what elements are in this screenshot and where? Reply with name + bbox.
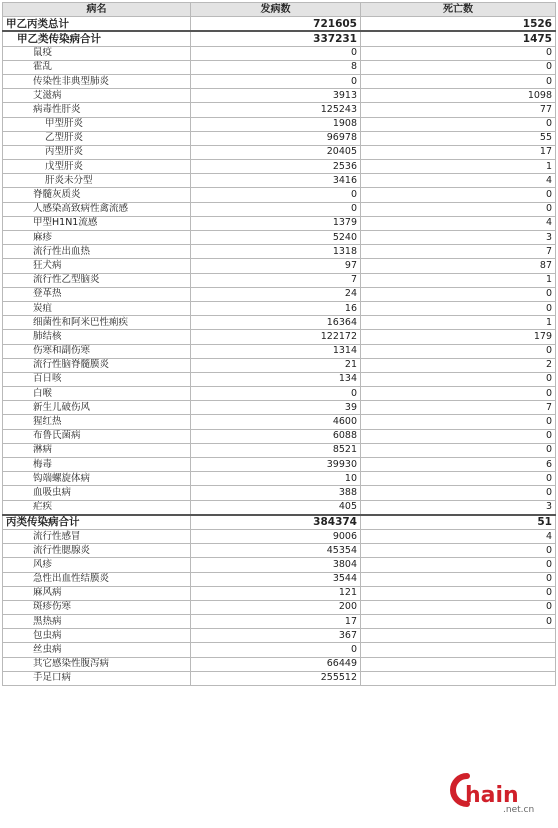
death-count: 1 (361, 160, 556, 174)
disease-name: 手足口病 (3, 671, 191, 685)
table-row (3, 443, 556, 457)
table-row (3, 160, 556, 174)
table-row (3, 316, 556, 330)
case-count: 6088 (191, 429, 361, 443)
disease-name: 流行性脑脊髓膜炎 (3, 358, 191, 372)
death-count: 0 (361, 74, 556, 88)
table-row (3, 74, 556, 88)
table-row (3, 174, 556, 188)
case-count: 16 (191, 301, 361, 315)
table-row (3, 46, 556, 60)
chain-logo (437, 764, 549, 818)
table-header-row (3, 3, 556, 17)
table-row (3, 358, 556, 372)
case-count: 0 (191, 74, 361, 88)
death-count: 1098 (361, 89, 556, 103)
bing-total-name: 丙类传染病合计 (3, 515, 191, 530)
table-row (3, 544, 556, 558)
table-row (3, 600, 556, 614)
disease-name: 艾滋病 (3, 89, 191, 103)
case-count: 17 (191, 615, 361, 629)
table-row (3, 202, 556, 216)
table-row (3, 60, 556, 74)
disease-name: 炭疽 (3, 301, 191, 315)
case-count: 0 (191, 202, 361, 216)
table-row (3, 273, 556, 287)
case-count: 122172 (191, 330, 361, 344)
disease-name: 细菌性和阿米巴性痢疾 (3, 316, 191, 330)
header-deaths: 死亡数 (361, 3, 556, 17)
death-count: 55 (361, 131, 556, 145)
case-count: 39930 (191, 458, 361, 472)
case-count: 0 (191, 46, 361, 60)
jia-yi-total-cases: 337231 (191, 31, 361, 46)
death-count: 0 (361, 486, 556, 500)
death-count: 0 (361, 472, 556, 486)
disease-name: 鼠疫 (3, 46, 191, 60)
jia-yi-total-name: 甲乙类传染病合计 (3, 31, 191, 46)
death-count: 0 (361, 301, 556, 315)
case-count: 1379 (191, 216, 361, 230)
death-count: 1 (361, 316, 556, 330)
table-row (3, 259, 556, 273)
case-count: 8 (191, 60, 361, 74)
disease-statistics-table (2, 2, 556, 686)
death-count: 0 (361, 344, 556, 358)
case-count: 121 (191, 586, 361, 600)
death-count: 0 (361, 586, 556, 600)
case-count: 7 (191, 273, 361, 287)
case-count: 1314 (191, 344, 361, 358)
case-count: 16364 (191, 316, 361, 330)
table-row (3, 558, 556, 572)
case-count: 20405 (191, 145, 361, 159)
case-count: 3544 (191, 572, 361, 586)
table-row (3, 429, 556, 443)
disease-name: 肝炎未分型 (3, 174, 191, 188)
death-count: 0 (361, 429, 556, 443)
bing-total-cases: 384374 (191, 515, 361, 530)
disease-name: 其它感染性腹泻病 (3, 657, 191, 671)
case-count: 0 (191, 643, 361, 657)
death-count: 0 (361, 443, 556, 457)
death-count: 7 (361, 401, 556, 415)
table-row (3, 486, 556, 500)
case-count: 97 (191, 259, 361, 273)
disease-name: 流行性出血热 (3, 245, 191, 259)
table-row (3, 643, 556, 657)
death-count: 1 (361, 273, 556, 287)
case-count: 5240 (191, 231, 361, 245)
table-row (3, 387, 556, 401)
table-row (3, 415, 556, 429)
case-count: 0 (191, 387, 361, 401)
death-count (361, 657, 556, 671)
death-count: 0 (361, 600, 556, 614)
table-row (3, 117, 556, 131)
death-count: 3 (361, 231, 556, 245)
table-row (3, 615, 556, 629)
table-row (3, 472, 556, 486)
table-row (3, 287, 556, 301)
case-count: 3913 (191, 89, 361, 103)
case-count: 1908 (191, 117, 361, 131)
grand-total-deaths: 1526 (361, 17, 556, 32)
table-row (3, 586, 556, 600)
table-row (3, 301, 556, 315)
jia-yi-total-deaths: 1475 (361, 31, 556, 46)
disease-name: 百日咳 (3, 372, 191, 386)
death-count: 0 (361, 572, 556, 586)
table-row (3, 572, 556, 586)
disease-name: 传染性非典型肺炎 (3, 74, 191, 88)
death-count: 2 (361, 358, 556, 372)
case-count: 1318 (191, 245, 361, 259)
case-count: 96978 (191, 131, 361, 145)
death-count: 4 (361, 174, 556, 188)
header-disease-name: 病名 (3, 3, 191, 17)
table-row (3, 458, 556, 472)
table-row (3, 629, 556, 643)
case-count: 134 (191, 372, 361, 386)
case-count: 255512 (191, 671, 361, 685)
disease-name: 梅毒 (3, 458, 191, 472)
disease-name: 白喉 (3, 387, 191, 401)
disease-name: 肺结核 (3, 330, 191, 344)
death-count: 0 (361, 60, 556, 74)
case-count: 2536 (191, 160, 361, 174)
death-count: 0 (361, 202, 556, 216)
death-count: 0 (361, 415, 556, 429)
death-count: 17 (361, 145, 556, 159)
disease-name: 伤寒和副伤寒 (3, 344, 191, 358)
case-count: 3416 (191, 174, 361, 188)
death-count: 0 (361, 558, 556, 572)
table-row (3, 657, 556, 671)
disease-name: 淋病 (3, 443, 191, 457)
death-count (361, 671, 556, 685)
death-count: 0 (361, 117, 556, 131)
death-count: 4 (361, 529, 556, 543)
svg-text:hain: hain (465, 783, 519, 808)
case-count: 45354 (191, 544, 361, 558)
death-count: 6 (361, 458, 556, 472)
case-count: 9006 (191, 529, 361, 543)
disease-name: 登革热 (3, 287, 191, 301)
disease-name: 钩端螺旋体病 (3, 472, 191, 486)
table-row (3, 671, 556, 685)
disease-name: 麻风病 (3, 586, 191, 600)
case-count: 66449 (191, 657, 361, 671)
death-count: 0 (361, 372, 556, 386)
table-row (3, 344, 556, 358)
disease-name: 血吸虫病 (3, 486, 191, 500)
disease-name: 布鲁氏菌病 (3, 429, 191, 443)
case-count: 8521 (191, 443, 361, 457)
death-count: 0 (361, 387, 556, 401)
case-count: 39 (191, 401, 361, 415)
disease-name: 包虫病 (3, 629, 191, 643)
table-row (3, 131, 556, 145)
case-count: 200 (191, 600, 361, 614)
disease-name: 乙型肝炎 (3, 131, 191, 145)
death-count: 0 (361, 287, 556, 301)
table-row (3, 145, 556, 159)
grand-total-cases: 721605 (191, 17, 361, 32)
disease-name: 急性出血性结膜炎 (3, 572, 191, 586)
disease-name: 脊髓灰质炎 (3, 188, 191, 202)
disease-name: 甲型肝炎 (3, 117, 191, 131)
disease-name: 黑热病 (3, 615, 191, 629)
case-count: 367 (191, 629, 361, 643)
disease-name: 新生儿破伤风 (3, 401, 191, 415)
disease-name: 风疹 (3, 558, 191, 572)
svg-text:.net.cn: .net.cn (503, 805, 535, 815)
grand-total-name: 甲乙丙类总计 (3, 17, 191, 32)
case-count: 24 (191, 287, 361, 301)
death-count: 0 (361, 46, 556, 60)
bing-total-row (3, 515, 556, 530)
table-row (3, 103, 556, 117)
death-count: 0 (361, 615, 556, 629)
disease-name: 人感染高致病性禽流感 (3, 202, 191, 216)
death-count: 87 (361, 259, 556, 273)
case-count: 0 (191, 188, 361, 202)
disease-name: 麻疹 (3, 231, 191, 245)
disease-name: 霍乱 (3, 60, 191, 74)
disease-name: 疟疾 (3, 500, 191, 515)
death-count: 3 (361, 500, 556, 515)
disease-name: 流行性腮腺炎 (3, 544, 191, 558)
case-count: 4600 (191, 415, 361, 429)
case-count: 21 (191, 358, 361, 372)
grand-total-row (3, 17, 556, 32)
table-row (3, 216, 556, 230)
jia-yi-total-row (3, 31, 556, 46)
bing-total-deaths: 51 (361, 515, 556, 530)
disease-name: 斑疹伤寒 (3, 600, 191, 614)
table-row (3, 330, 556, 344)
death-count: 0 (361, 188, 556, 202)
chain-watermark (431, 760, 553, 822)
table-row (3, 231, 556, 245)
disease-name: 流行性乙型脑炎 (3, 273, 191, 287)
disease-name: 丙型肝炎 (3, 145, 191, 159)
death-count: 179 (361, 330, 556, 344)
disease-name: 病毒性肝炎 (3, 103, 191, 117)
disease-name: 流行性感冒 (3, 529, 191, 543)
death-count: 4 (361, 216, 556, 230)
disease-name: 戊型肝炎 (3, 160, 191, 174)
case-count: 125243 (191, 103, 361, 117)
disease-name: 猩红热 (3, 415, 191, 429)
table-row (3, 188, 556, 202)
disease-name: 甲型H1N1流感 (3, 216, 191, 230)
case-count: 388 (191, 486, 361, 500)
case-count: 3804 (191, 558, 361, 572)
death-count: 7 (361, 245, 556, 259)
case-count: 405 (191, 500, 361, 515)
case-count: 10 (191, 472, 361, 486)
table-row (3, 89, 556, 103)
table-row (3, 500, 556, 515)
disease-name: 丝虫病 (3, 643, 191, 657)
table-row (3, 529, 556, 543)
death-count (361, 643, 556, 657)
header-cases: 发病数 (191, 3, 361, 17)
death-count: 0 (361, 544, 556, 558)
table-row (3, 401, 556, 415)
table-row (3, 372, 556, 386)
death-count (361, 629, 556, 643)
table-row (3, 245, 556, 259)
disease-name: 狂犬病 (3, 259, 191, 273)
death-count: 77 (361, 103, 556, 117)
